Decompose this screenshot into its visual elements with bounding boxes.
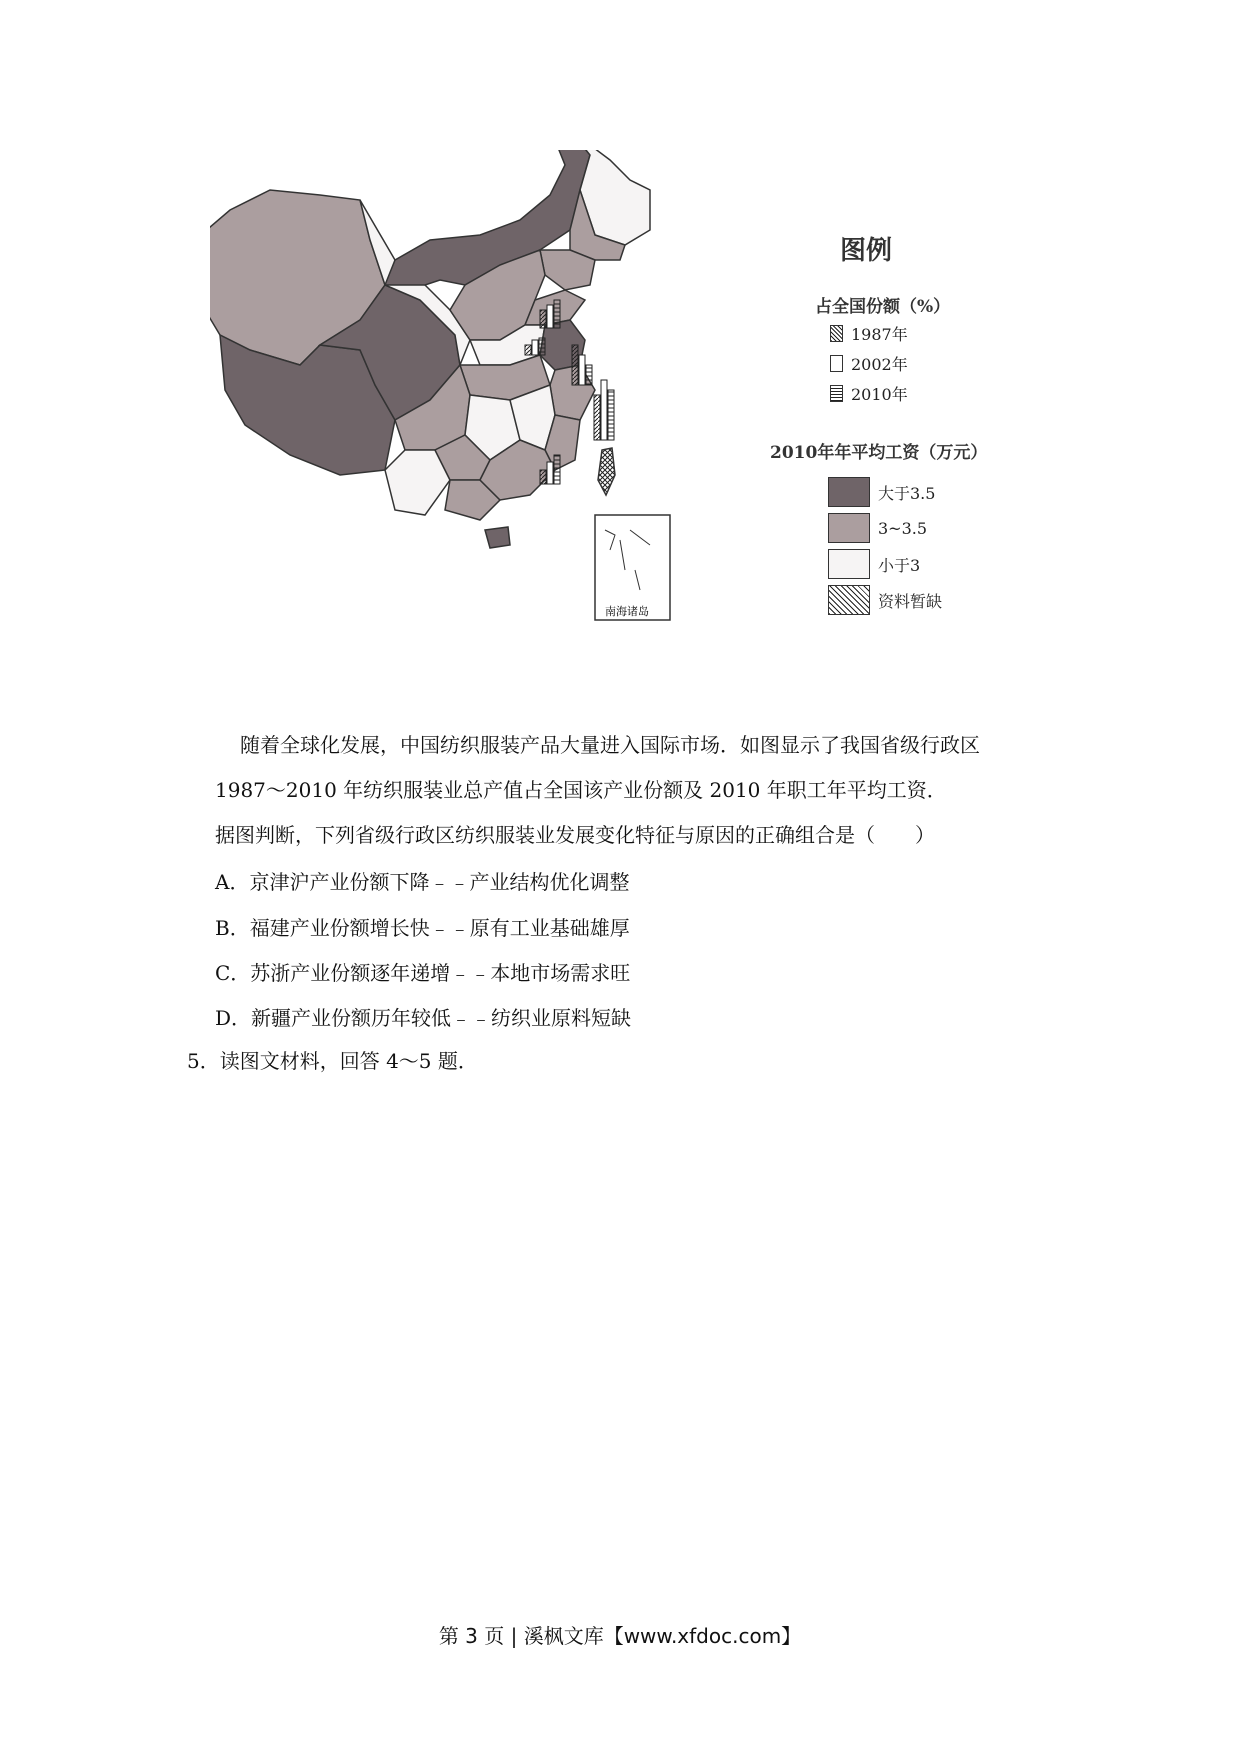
legend-wage-low: 小于3 (828, 549, 920, 579)
legend-year-2002: 2002年 (830, 352, 908, 375)
legend-share-heading: 占全国份额（%） (815, 297, 951, 317)
region-hainan (485, 527, 510, 548)
hatch-swatch-icon (830, 325, 843, 342)
question-stem-line1: 随着全球化发展，中国纺织服装产品大量进入国际市场．如图显示了我国省级行政区 (240, 733, 980, 757)
mid-swatch-icon (828, 513, 870, 543)
dark-swatch-icon (828, 477, 870, 507)
inset-label: 南海诸岛 (605, 605, 649, 618)
legend-year-2010: 2010年 (830, 382, 908, 405)
question-stem-line2: 1987～2010 年纺织服装业总产值占全国该产业份额及 2010 年职工年平均工资． (215, 778, 947, 802)
legend-year-1987: 1987年 (830, 322, 908, 345)
region-taiwan (598, 448, 615, 495)
option-c: C．苏浙产业份额逐年递增﹣﹣本地市场需求旺 (215, 961, 631, 985)
legend-wage-heading: 2010年年平均工资（万元） (770, 443, 988, 463)
option-b: B．福建产业份额增长快﹣﹣原有工业基础雄厚 (215, 916, 630, 940)
page-footer: 第 3 页 | 溪枫文库【www.xfdoc.com】 (438, 1624, 802, 1648)
option-a: A．京津沪产业份额下降﹣﹣产业结构优化调整 (215, 870, 630, 894)
map-figure (210, 150, 1110, 710)
light-swatch-icon (828, 549, 870, 579)
option-d: D．新疆产业份额历年较低﹣﹣纺织业原料短缺 (215, 1006, 632, 1030)
legend-wage-high: 大于3.5 (828, 477, 935, 507)
region-liaoning (540, 250, 595, 290)
legend-wage-missing: 资料暂缺 (828, 585, 942, 615)
crosshatch-swatch-icon (828, 585, 870, 615)
china-map (210, 150, 1110, 710)
next-question: 5．读图文材料，回答 4～5 题． (187, 1049, 478, 1073)
blank-swatch-icon (830, 355, 843, 372)
legend-wage-mid: 3~3.5 (828, 513, 927, 543)
legend-title: 图例 (840, 236, 893, 266)
question-stem-line3: 据图判断，下列省级行政区纺织服装业发展变化特征与原因的正确组合是（ ） (215, 823, 935, 847)
lined-swatch-icon (830, 385, 843, 402)
